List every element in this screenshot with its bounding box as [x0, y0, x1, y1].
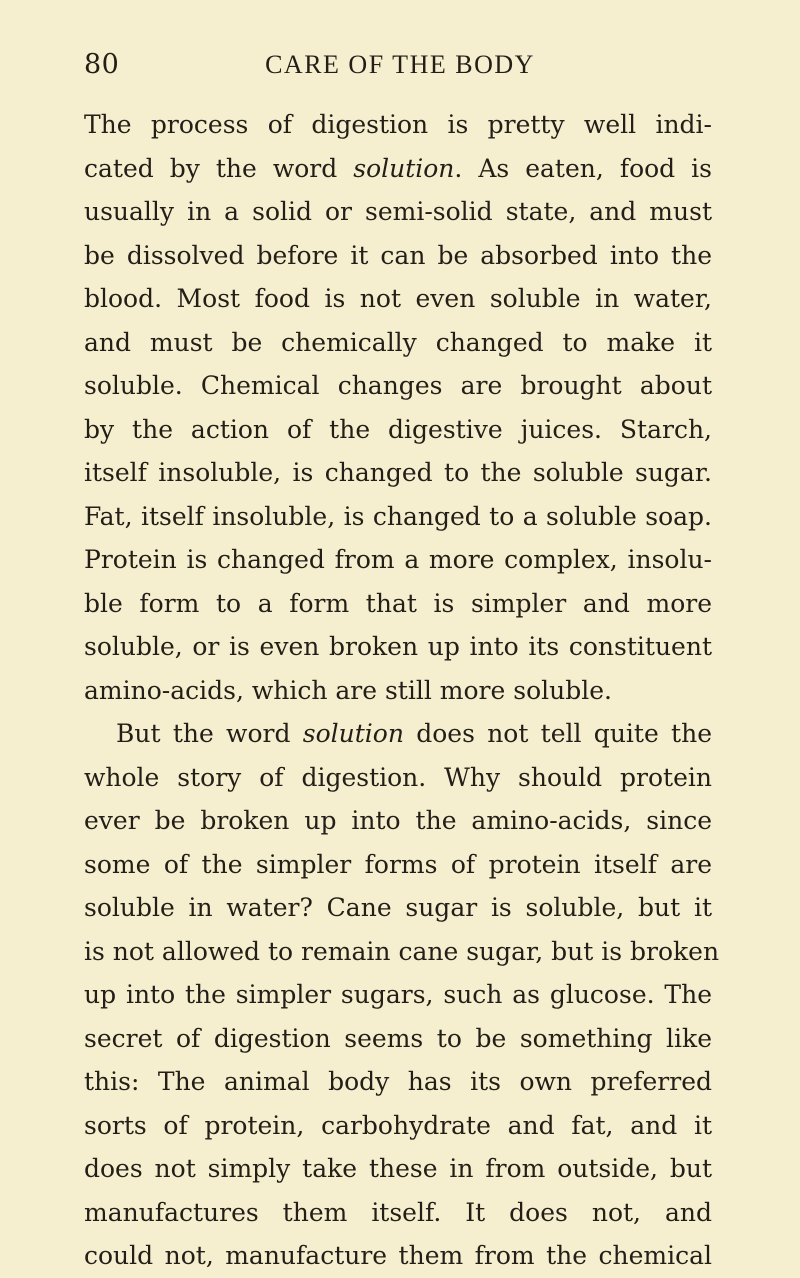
text-line: itself insoluble, is changed to the soluble sugar. [84, 458, 712, 487]
body-text [84, 103, 720, 1278]
italic-term: solution [302, 719, 404, 748]
text-line: amino-acids, which are still more soluble. [84, 675, 612, 705]
text-line: soluble, or is even broken up into its constituent [84, 632, 712, 661]
page-number: 80 [84, 49, 120, 80]
text-line: be dissolved before it can be absorbed into the [84, 240, 712, 270]
text-line: could not, manufacture them from the chemical [84, 1241, 712, 1270]
text-line: blood. Most food is not even soluble in water, [84, 284, 712, 313]
text-line: Fat, itself insoluble, is changed to a soluble soap. [84, 501, 712, 531]
text-line: soluble. Chemical changes are brought about [84, 371, 712, 400]
text-line: is not allowed to remain cane sugar, but is broken [84, 936, 720, 966]
text-line: Protein is changed from a more complex, insolu- [84, 545, 712, 574]
text-line: this: The animal body has its own preferred [84, 1067, 712, 1096]
running-head: CARE OF THE BODY [265, 50, 535, 79]
text-line: by the action of the digestive juices. Starch, [84, 414, 712, 444]
text-line: ble form to a form that is simpler and more [84, 588, 712, 618]
text-line: But the word solution does not tell quite the [116, 719, 712, 748]
text-line: some of the simpler forms of protein itself are [84, 849, 712, 879]
text-line: sorts of protein, carbohydrate and fat, and it [84, 1110, 712, 1140]
text-line: usually in a solid or semi-solid state, and must [84, 197, 712, 226]
paragraph-1 [84, 103, 712, 712]
text-line: secret of digestion seems to be something like [84, 1023, 712, 1053]
text-line: cated by the word solution. As eaten, food is [84, 153, 713, 183]
text-line: does not simply take these in from outside, but [84, 1154, 712, 1183]
text-line: ever be broken up into the amino-acids, since [84, 806, 712, 835]
paragraph-2 [84, 712, 720, 1278]
text-line: and must be chemically changed to make it [84, 327, 712, 357]
text-line: soluble in water? Cane sugar is soluble, but it [84, 893, 712, 922]
italic-term: solution [353, 153, 455, 183]
text-line: The process of digestion is pretty well indi- [84, 110, 712, 139]
text-line: whole story of digestion. Why should protein [84, 762, 712, 792]
text-line: manufactures them itself. It does not, and [84, 1197, 712, 1227]
text-line: up into the simpler sugars, such as glucose. The [84, 980, 712, 1009]
